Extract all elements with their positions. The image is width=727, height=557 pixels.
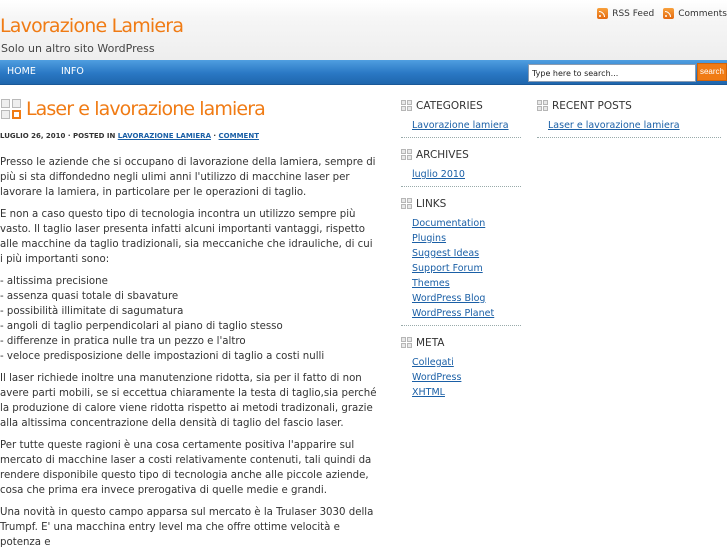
- header: [0, 0, 727, 60]
- link-item[interactable]: Plugins: [412, 233, 447, 244]
- list-item: - possibilità illimitate di sagumatura: [0, 306, 184, 317]
- rss-feed-label: RSS Feed: [612, 8, 655, 19]
- link-item[interactable]: Themes: [412, 278, 450, 289]
- widget-title-links: LINKS: [401, 196, 521, 211]
- comments-feed-label: Comments: [678, 8, 727, 19]
- recent-posts-list: [537, 118, 721, 138]
- feed-links: [588, 8, 727, 19]
- sidebar-right: [537, 98, 721, 147]
- list-item: - differenze in pratica nulle tra un pezzo e l'altro: [0, 336, 246, 347]
- links-list: [401, 216, 521, 326]
- link-item[interactable]: WordPress Planet: [412, 308, 495, 319]
- advantages-list: [0, 274, 378, 364]
- post-title[interactable]: Laser e lavorazione lamiera: [26, 98, 265, 120]
- post-paragraph: Per tutte queste ragioni è una cosa certamente positiva l'apparire sul mercato di macchine laser a costi relativamente contenuti, tali quindi da rendere disponibile questo tipo di tecnologia anche alle piccole aziende, cosa che prima era invece prerogativa di quelle medie e grandi.: [0, 440, 372, 496]
- link-item[interactable]: Documentation: [412, 218, 486, 229]
- rss-icon: [663, 8, 674, 19]
- widget-title-recent-posts: RECENT POSTS: [537, 98, 721, 113]
- nav-home[interactable]: HOME: [7, 66, 36, 77]
- meta-separator: ·: [213, 132, 217, 140]
- rss-feed-link[interactable]: [597, 8, 654, 19]
- widget-icon: [401, 149, 412, 160]
- nav-info[interactable]: INFO: [61, 66, 84, 77]
- list-item: - assenza quasi totale di sbavature: [0, 291, 179, 302]
- list-item: - angoli di taglio perpendicolari al piano di taglio stesso: [0, 321, 283, 332]
- meta-link[interactable]: WordPress: [412, 372, 462, 383]
- widget-title-archives: ARCHIVES: [401, 147, 521, 162]
- site-tagline: Solo un altro sito WordPress: [1, 42, 155, 55]
- post-content: [0, 155, 378, 557]
- meta-link[interactable]: Collegati: [412, 357, 454, 368]
- post-paragraph: Una novità in questo campo apparsa sul mercato è la Trulaser 3030 della Trumpf. E' una macchina entry level ma che offre ottime velocità e potenza e: [0, 507, 374, 548]
- post-meta: [0, 132, 259, 140]
- recent-post-link[interactable]: Laser e lavorazione lamiera: [548, 120, 680, 131]
- meta-link[interactable]: XHTML: [412, 387, 445, 398]
- link-item[interactable]: Support Forum: [412, 263, 483, 274]
- link-item[interactable]: Suggest Ideas: [412, 248, 480, 259]
- archives-list: [401, 167, 521, 187]
- post-date: LUGLIO 26, 2010 · POSTED IN: [0, 132, 116, 140]
- widget-icon: [537, 100, 548, 111]
- list-item: - veloce predisposizione delle impostazioni di taglio a costi nulli: [0, 351, 325, 362]
- post-category-link[interactable]: LAVORAZIONE LAMIERA: [117, 132, 211, 140]
- post-title-icon: [0, 98, 22, 120]
- post-paragraph: E non a caso questo tipo di tecnologia incontra un utilizzo sempre più vasto. Il taglio laser presenta infatti alcuni importanti vantaggi, rispetto alle macchine da taglio tradizionali, sia meccaniche che idrauliche, di cui i più importanti sono:: [0, 209, 373, 265]
- widget-icon: [401, 337, 412, 348]
- site-title[interactable]: Lavorazione Lamiera: [0, 15, 184, 37]
- categories-list: [401, 118, 521, 138]
- rss-icon: [597, 8, 608, 19]
- widget-icon: [401, 100, 412, 111]
- post-header: [0, 98, 265, 120]
- widget-title-categories: CATEGORIES: [401, 98, 521, 113]
- post-paragraph: Presso le aziende che si occupano di lavorazione della lamiera, sempre di più si sta diffondedno negli ulimi anni l'utilizzo di macchine laser per lavorare la lamiera, in particolare per le operazioni di taglio.: [0, 157, 376, 198]
- category-link[interactable]: Lavorazione lamiera: [412, 120, 509, 131]
- archive-link[interactable]: luglio 2010: [412, 169, 465, 180]
- post-comment-link[interactable]: COMMENT: [218, 132, 259, 140]
- search-button[interactable]: search: [697, 63, 727, 81]
- search-input[interactable]: [528, 64, 696, 82]
- comments-feed-link[interactable]: [663, 8, 727, 19]
- link-item[interactable]: WordPress Blog: [412, 293, 486, 304]
- post-paragraph: Il laser richiede inoltre una manutenzione ridotta, sia per il fatto di non avere parti mobili, se si eccettua chiaramente la testa di taglio,sia perché la produzione di calore viene ridotta rispetto ai metodi tradizonali, grazie alla altissima concentrazione della densità di taglio del fascio laser.: [0, 373, 377, 429]
- widget-title-meta: META: [401, 335, 521, 350]
- list-item: - altissima precisione: [0, 276, 108, 287]
- meta-list: [401, 355, 521, 404]
- widget-icon: [401, 198, 412, 209]
- sidebar-left: [401, 98, 521, 413]
